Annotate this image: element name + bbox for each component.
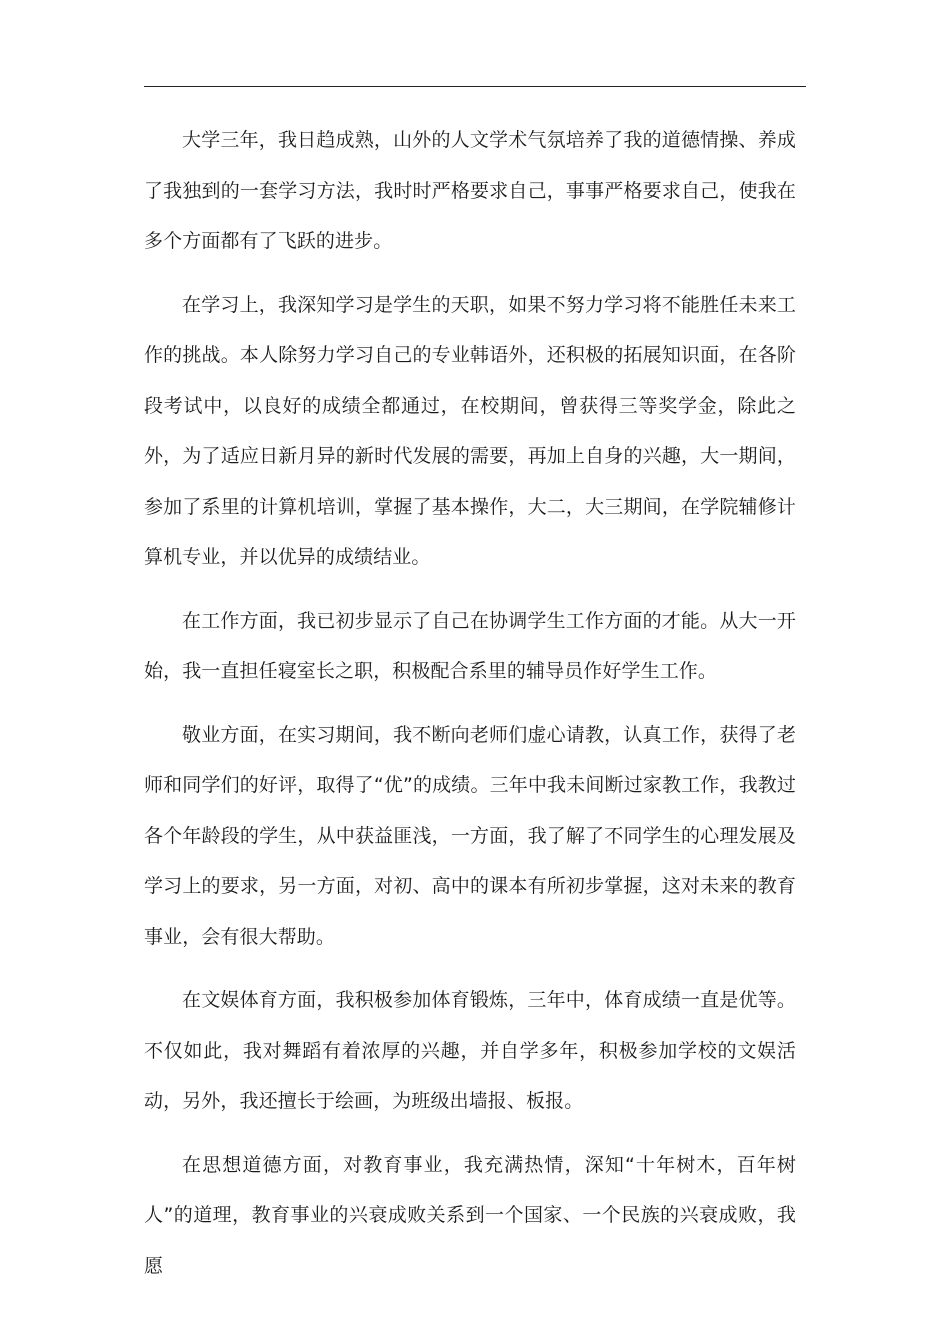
paragraph-sports-arts: 在文娱体育方面，我积极参加体育锻炼，三年中，体育成绩一直是优等。不仅如此，我对舞蹈有着浓厚的兴趣，并自学多年，积极参加学校的文娱活动，另外，我还擅长于绘画，为班级出墙报、板报。: [144, 989, 796, 1112]
paragraph-dedication: 敬业方面，在实习期间，我不断向老师们虚心请教，认真工作，获得了老师和同学们的好评，取得了“优”的成绩。三年中我未间断过家教工作，我教过各个年龄段的学生，从中获益匪浅，一方面，我了解了不同学生的心理发展及学习上的要求，另一方面，对初、高中的课本有所初步掌握，这对未来的教育事业，会有很大帮助。: [144, 723, 796, 948]
paragraph-university-years: 大学三年，我日趋成熟，山外的人文学术气氛培养了我的道德情操、养成了我独到的一套学习方法，我时时严格要求自己，事事严格要求自己，使我在多个方面都有了飞跃的进步。: [144, 129, 796, 252]
paragraph-work: 在工作方面，我已初步显示了自己在协调学生工作方面的才能。从大一开始，我一直担任寝室长之职，积极配合系里的辅导员作好学生工作。: [144, 609, 796, 682]
document-body: [144, 115, 796, 1304]
paragraph-ethics: 在思想道德方面，对教育事业，我充满热情，深知“十年树木，百年树人”的道理，教育事业的兴衰成败关系到一个国家、一个民族的兴衰成败，我愿: [144, 1153, 796, 1277]
paragraph-study: 在学习上，我深知学习是学生的天职，如果不努力学习将不能胜任未来工作的挑战。本人除努力学习自己的专业韩语外，还积极的拓展知识面，在各阶段考试中，以良好的成绩全都通过，在校期间，曾获得三等奖学金，除此之外，为了适应日新月异的新时代发展的需要，再加上自身的兴趣，大一期间，参加了系里的计算机培训，掌握了基本操作，大二，大三期间，在学院辅修计算机专业，并以优异的成绩结业。: [144, 293, 796, 568]
header-rule: [144, 86, 806, 87]
